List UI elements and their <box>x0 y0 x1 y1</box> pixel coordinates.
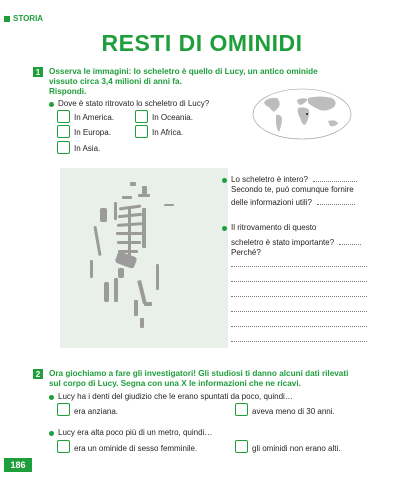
question-1-line1: Osserva le immagini: lo scheletro è quello di Lucy, un antico ominide <box>49 67 318 76</box>
option-sesso-femminile-label: era un ominide di sesso femminile. <box>74 444 198 453</box>
checkbox-oceania[interactable] <box>135 110 148 123</box>
checkbox-europa[interactable] <box>57 125 70 138</box>
side-question-2-line2-wrap <box>231 238 361 248</box>
option-europa-label: In Europa. <box>74 128 111 137</box>
page-number: 186 <box>4 458 32 472</box>
side-question-2-line1: Il ritrovamento di questo <box>231 223 317 232</box>
option-asia-label: In Asia. <box>74 144 101 153</box>
checkbox-sesso-femminile[interactable] <box>57 440 70 453</box>
option-meno-30-anni-label: aveva meno di 30 anni. <box>252 407 335 416</box>
question-1-line3: Rispondi. <box>49 87 87 96</box>
side-question-1-line3: delle informazioni utili? <box>231 198 312 207</box>
checkbox-meno-30-anni[interactable] <box>235 403 248 416</box>
world-map-image <box>252 88 352 140</box>
side-question-1-line1: Lo scheletro è intero? <box>231 175 308 184</box>
side-question-1 <box>231 175 357 185</box>
answer-line-4[interactable] <box>231 311 367 312</box>
answer-dots-1[interactable] <box>313 181 357 182</box>
page-title: RESTI DI OMINIDI <box>101 30 303 56</box>
answer-line-6[interactable] <box>231 341 367 342</box>
question-1-prompt: Dove è stato ritrovato lo scheletro di Lucy? <box>58 99 210 108</box>
checkbox-non-alti[interactable] <box>235 440 248 453</box>
option-anziana-label: era anziana. <box>74 407 119 416</box>
question-1-number: 1 <box>33 67 43 77</box>
side-question-1-line3-wrap <box>231 198 355 208</box>
question-2-line1: Ora giochiamo a fare gli investigatori! Gli studiosi ti danno alcuni dati rilevati <box>49 369 349 378</box>
question-2-number: 2 <box>33 369 43 379</box>
option-america-label: In America. <box>74 113 115 122</box>
answer-dots-3[interactable] <box>339 244 361 245</box>
option-oceania-label: In Oceania. <box>152 113 193 122</box>
checkbox-anziana[interactable] <box>57 403 70 416</box>
answer-line-2[interactable] <box>231 281 367 282</box>
option-non-alti-label: gli ominidi non erano alti. <box>252 444 341 453</box>
side-question-2-line3: Perché? <box>231 248 261 257</box>
answer-line-5[interactable] <box>231 326 367 327</box>
side-question-1-line2: Secondo te, può comunque fornire <box>231 185 354 194</box>
answer-dots-2[interactable] <box>317 204 355 205</box>
checkbox-africa[interactable] <box>135 125 148 138</box>
question-2-line2: sul corpo di Lucy. Segna con una X le informazioni che ne ricavi. <box>49 379 301 388</box>
question-2-bullet-2: Lucy era alta poco più di un metro, quindi… <box>58 428 213 437</box>
section-tag <box>4 14 43 23</box>
skeleton-image <box>60 168 228 348</box>
question-2-bullet-1: Lucy ha i denti del giudizio che le erano spuntati da poco, quindi… <box>58 392 293 401</box>
option-africa-label: In Africa. <box>152 128 184 137</box>
answer-line-1[interactable] <box>231 266 367 267</box>
answer-line-3[interactable] <box>231 296 367 297</box>
section-square-icon <box>4 16 10 22</box>
section-label: STORIA <box>13 14 44 23</box>
checkbox-america[interactable] <box>57 110 70 123</box>
checkbox-asia[interactable] <box>57 141 70 154</box>
question-1-line2: vissuto circa 3,4 milioni di anni fa. <box>49 77 182 86</box>
lucy-skeleton-photo <box>60 168 228 348</box>
side-question-2-line2: scheletro è stato importante? <box>231 238 335 247</box>
